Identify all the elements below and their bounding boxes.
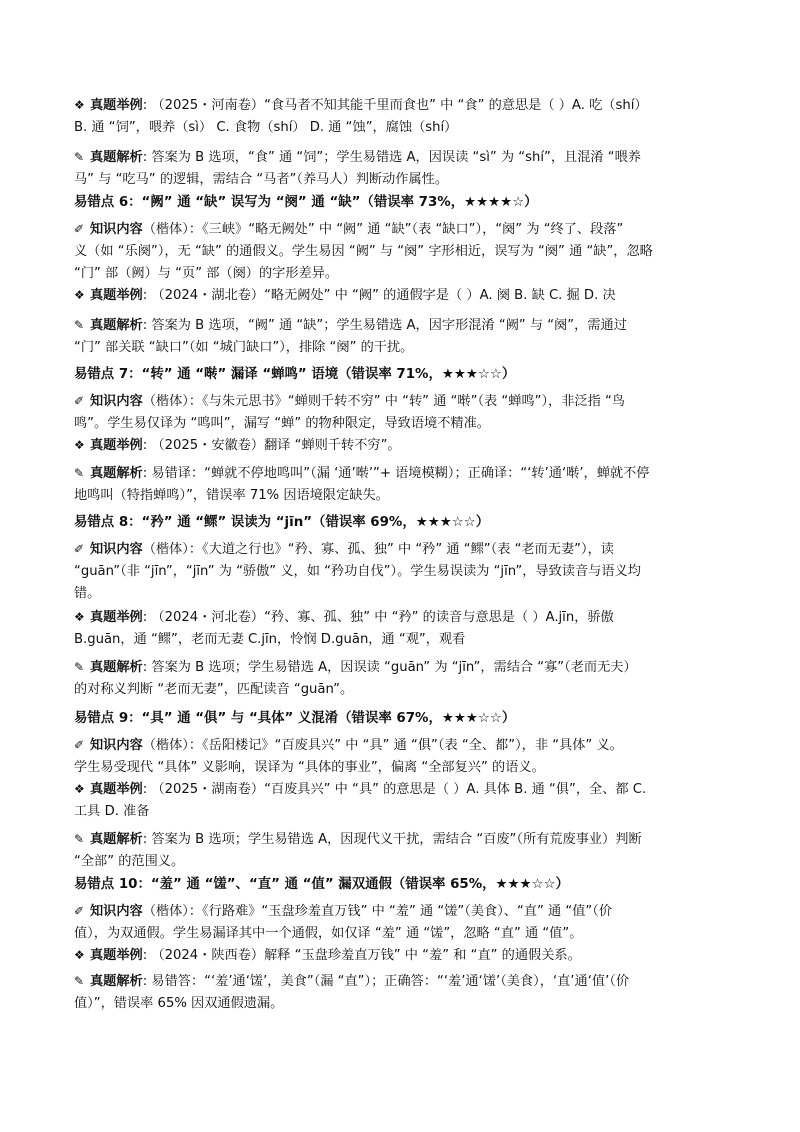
text-content: 学生易受现代 “具体” 义影响，误译为 “具体的事业”，偏离 “全部复兴” 的语义。 (74, 760, 545, 775)
text-line (74, 801, 736, 823)
text-line (74, 192, 736, 214)
text-line (74, 778, 736, 801)
knowledge-block (74, 218, 736, 285)
analysis-block (74, 146, 736, 191)
text-line (74, 923, 736, 945)
text-content: : （2024・陕西卷）解释 “玉盘珍羞直万钱” 中 “羞” 和 “直” 的通假关系。 (142, 948, 581, 963)
text-content: 的对称义判断 “老而无妻”，匹配读音 “guān”。 (74, 682, 354, 697)
analysis-block (74, 828, 736, 873)
text-line (74, 284, 736, 307)
example-label: 真题举例 (90, 288, 143, 303)
text-line (74, 218, 736, 241)
example-block (74, 94, 736, 139)
pencil-icon: ✎ (74, 466, 85, 480)
text-content: “guān”（非 “jīn”，“jīn” 为 “骄傲” 义，如 “矜功自伐”）。学生易误读为 “jīn”，导致读音与语义均 (74, 564, 641, 579)
text-line (74, 851, 736, 873)
text-line (74, 241, 736, 263)
text-content: : （2024・河北卷）“矜、寡、孤、独” 中 “矜” 的读音与意思是（ ）A.jīn，骄傲 (142, 610, 614, 625)
text-content: : 答案为 B 选项，“食” 通 “饲”；学生易错选 A，因误读 “sì” 为 “shí”，且混淆 “喂养 (142, 150, 641, 165)
text-content: : 易错答：“‘羞’通‘馐’，美食”（漏 “直”）；正确答：“‘羞’通‘馐’（美食），‘直’通‘值’（价 (142, 974, 630, 989)
text-content: 马” 与 “吃马” 的逻辑，需结合 “马者”（养马人）判断动作属性。 (74, 172, 449, 187)
section-heading (74, 192, 736, 214)
text-content: “全部” 的范围义。 (74, 854, 185, 869)
diamond-bullet-icon: ❖ (74, 98, 85, 112)
text-content: （楷体）：《行路难》“玉盘珍羞直万钱” 中 “羞” 通 “馐”（美食）、“直” 通 “值”（价 (142, 904, 613, 919)
text-line (74, 828, 736, 851)
text-line (74, 656, 736, 679)
analysis-label: 真题解析 (90, 832, 143, 847)
text-content: 易错点 7：“转” 通 “啭” 漏译 “蝉鸣” 语境（错误率 71%，★★★☆☆） (74, 367, 516, 382)
text-content: : 答案为 B 选项，“阙” 通 “缺”；学生易错选 A，因字形混淆 “阙” 与 “阕”，需通过 (142, 318, 627, 333)
analysis-label: 真题解析 (90, 974, 143, 989)
text-line (74, 485, 736, 507)
text-line (74, 390, 736, 413)
analysis-label: 真题解析 (90, 660, 143, 675)
pen-icon: ✐ (74, 222, 85, 236)
text-content: : 答案为 B 选项；学生易错选 A，因现代义干扰，需结合 “百废”（所有荒废事业）判断 (142, 832, 642, 847)
example-block (74, 944, 736, 967)
example-label: 真题举例 (90, 98, 143, 113)
text-content: : （2024・湖北卷）“略无阙处” 中 “阙” 的通假字是（ ）A. 阕 B. 缺 C. 掘 D. 决 (142, 288, 616, 303)
analysis-block (74, 970, 736, 1015)
text-line (74, 900, 736, 923)
knowledge-label: 知识内容 (90, 542, 143, 557)
text-content: 工具 D. 准备 (74, 804, 150, 819)
text-content: 地鸣叫（特指蝉鸣）”，错误率 71% 因语境限定缺失。 (74, 488, 389, 503)
diamond-bullet-icon: ❖ (74, 610, 85, 624)
example-label: 真题举例 (90, 948, 143, 963)
text-line (74, 629, 736, 651)
pen-icon: ✐ (74, 904, 85, 918)
text-line (74, 337, 736, 359)
text-line (74, 117, 736, 139)
text-content: : （2025・湖南卷）“百废具兴” 中 “具” 的意思是（ ）A. 具体 B. 通 “俱”，全、都 C. (142, 782, 647, 797)
text-content: 值），为双通假。学生易漏译其中一个通假，如仅译 “羞” 通 “馐”，忽略 “直” 通 “值”。 (74, 926, 583, 941)
text-line (74, 364, 736, 386)
knowledge-block (74, 538, 736, 605)
pencil-icon: ✎ (74, 150, 85, 164)
text-content: B. 通 “饲”，喂养（sì） C. 食物（shí） D. 通 “蚀”，腐蚀（shí） (74, 120, 458, 135)
text-content: : （2025・安徽卷）翻译 “蝉则千转不穷”。 (142, 438, 401, 453)
section-heading (74, 512, 736, 534)
pen-icon: ✐ (74, 738, 85, 752)
text-line (74, 512, 736, 534)
example-label: 真题举例 (90, 438, 143, 453)
knowledge-block (74, 734, 736, 779)
pencil-icon: ✎ (74, 318, 85, 332)
text-content: （楷体）：《岳阳楼记》“百废具兴” 中 “具” 通 “俱”（表 “全、都”），非 “具体” 义。 (142, 738, 623, 753)
text-content: : 易错译：“蝉就不停地鸣叫”（漏 ‘通’啭’”+ 语境模糊）；正确译：“‘转’通‘啭’，蝉就不停 (142, 466, 650, 481)
knowledge-block (74, 900, 736, 945)
knowledge-label: 知识内容 (90, 222, 143, 237)
example-block (74, 434, 736, 457)
text-line (74, 561, 736, 583)
text-content: “门” 部关联 “缺口”（如 “城门缺口”），排除 “阕” 的干扰。 (74, 340, 414, 355)
diamond-bullet-icon: ❖ (74, 782, 85, 796)
text-content: 易错点 6：“阙” 通 “缺” 误写为 “阕” 通 “缺”（错误率 73%，★★★★☆） (74, 195, 538, 210)
text-content: : 答案为 B 选项；学生易错选 A，因误读 “guān” 为 “jīn”，需结合 “寡”（老而无夫） (142, 660, 637, 675)
text-line (74, 314, 736, 337)
pencil-icon: ✎ (74, 832, 85, 846)
example-block (74, 778, 736, 823)
text-line (74, 606, 736, 629)
diamond-bullet-icon: ❖ (74, 288, 85, 302)
text-content: 错。 (74, 586, 101, 601)
text-content: （楷体）：《大道之行也》“矜、寡、孤、独” 中 “矜” 通 “鳏”（表 “老而无妻”），读 (142, 542, 614, 557)
example-label: 真题举例 (90, 782, 143, 797)
text-line (74, 538, 736, 561)
text-line (74, 757, 736, 779)
text-content: 鸣”。学生易仅译为 “鸣叫”，漏写 “蝉” 的物种限定，导致语境不精准。 (74, 416, 490, 431)
text-line (74, 944, 736, 967)
text-line (74, 708, 736, 730)
text-content: 易错点 9：“具” 通 “俱” 与 “具体” 义混淆（错误率 67%，★★★☆☆） (74, 711, 516, 726)
knowledge-label: 知识内容 (90, 738, 143, 753)
text-line (74, 94, 736, 117)
text-content: 值）”，错误率 65% 因双通假遗漏。 (74, 996, 284, 1011)
analysis-label: 真题解析 (90, 318, 143, 333)
text-content: : （2025・河南卷）“食马者不知其能千里而食也” 中 “食” 的意思是（ ）A. 吃（shí） (142, 98, 648, 113)
diamond-bullet-icon: ❖ (74, 438, 85, 452)
text-line (74, 462, 736, 485)
text-content: 易错点 8：“矜” 通 “鳏” 误读为 “jīn”（错误率 69%，★★★☆☆） (74, 515, 490, 530)
text-line (74, 874, 736, 896)
section-heading (74, 364, 736, 386)
pencil-icon: ✎ (74, 974, 85, 988)
text-content: （楷体）：《三峡》“略无阙处” 中 “阙” 通 “缺”（表 “缺口”），“阕” 为 “终了、段落” (142, 222, 624, 237)
diamond-bullet-icon: ❖ (74, 948, 85, 962)
example-block (74, 606, 736, 651)
text-line (74, 169, 736, 191)
text-line (74, 413, 736, 435)
text-line (74, 970, 736, 993)
knowledge-label: 知识内容 (90, 904, 143, 919)
example-block (74, 284, 736, 307)
text-content: （楷体）：《与朱元思书》“蝉则千转不穷” 中 “转” 通 “啭”（表 “蝉鸣”），非泛指 “鸟 (142, 394, 625, 409)
section-heading (74, 874, 736, 896)
pencil-icon: ✎ (74, 660, 85, 674)
text-line (74, 263, 736, 285)
text-content: 易错点 10：“羞” 通 “馐”、“直” 通 “值” 漏双通假（错误率 65%，★★★☆☆） (74, 877, 569, 892)
text-line (74, 679, 736, 701)
text-line (74, 734, 736, 757)
analysis-label: 真题解析 (90, 150, 143, 165)
section-heading (74, 708, 736, 730)
text-content: B.guān，通 “鳏”，老而无妻 C.jīn，怜悯 D.guān，通 “观”，观看 (74, 632, 466, 647)
knowledge-label: 知识内容 (90, 394, 143, 409)
text-line (74, 583, 736, 605)
text-content: 义（如 “乐阕”），无 “缺” 的通假义。学生易因 “阙” 与 “阕” 字形相近，误写为 “阕” 通 “缺”，忽略 (74, 244, 653, 259)
pen-icon: ✐ (74, 394, 85, 408)
text-line (74, 146, 736, 169)
analysis-block (74, 656, 736, 701)
pen-icon: ✐ (74, 542, 85, 556)
text-line (74, 993, 736, 1015)
analysis-block (74, 462, 736, 507)
analysis-block (74, 314, 736, 359)
knowledge-block (74, 390, 736, 435)
text-line (74, 434, 736, 457)
analysis-label: 真题解析 (90, 466, 143, 481)
text-content: “门” 部（阙）与 “页” 部（阕）的字形差异。 (74, 266, 339, 281)
example-label: 真题举例 (90, 610, 143, 625)
